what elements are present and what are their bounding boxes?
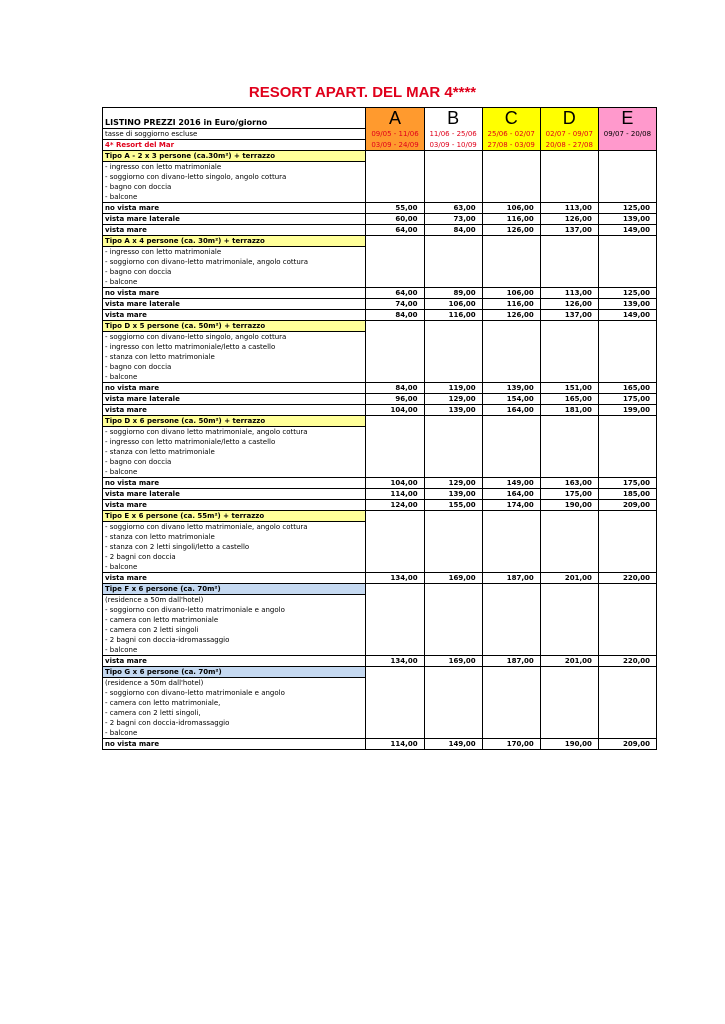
price-cell: 209,00 — [598, 500, 656, 511]
price-cell: 129,00 — [424, 394, 482, 405]
price-cell: 169,00 — [424, 656, 482, 667]
price-cell: 175,00 — [598, 394, 656, 405]
price-cell: 137,00 — [540, 225, 598, 236]
empty-cell — [598, 416, 656, 478]
price-cell: 74,00 — [366, 299, 424, 310]
price-cell: 155,00 — [424, 500, 482, 511]
price-list-table — [102, 107, 657, 750]
empty-cell — [424, 151, 482, 203]
price-cell: 55,00 — [366, 203, 424, 214]
price-cell: 149,00 — [598, 310, 656, 321]
category-c-period-2: 27/08 - 03/09 — [482, 140, 540, 151]
feature-text: - camera con 2 letti singoli, — [103, 708, 366, 718]
price-cell: 137,00 — [540, 310, 598, 321]
feature-text: - soggiorno con divano letto matrimoniale, angolo cottura — [103, 522, 366, 533]
price-cell: 170,00 — [482, 739, 540, 750]
empty-cell — [482, 584, 540, 656]
category-e-period-1: 09/07 - 20/08 — [598, 129, 656, 140]
price-cell: 134,00 — [366, 656, 424, 667]
category-c-letter: C — [482, 108, 540, 129]
feature-text: - 2 bagni con doccia — [103, 552, 366, 562]
feature-text: - camera con letto matrimoniale — [103, 615, 366, 625]
type-header-row — [103, 584, 657, 595]
type-header-row — [103, 667, 657, 678]
type-label — [103, 416, 366, 427]
price-row — [103, 739, 657, 750]
price-list-body — [103, 108, 657, 750]
price-cell: 106,00 — [482, 203, 540, 214]
header-row-2 — [103, 129, 657, 140]
category-e-period-2 — [598, 140, 656, 151]
price-row — [103, 489, 657, 500]
price-row — [103, 225, 657, 236]
view-label: no vista mare — [103, 478, 366, 489]
feature-text: - 2 bagni con doccia-idromassaggio — [103, 718, 366, 728]
empty-cell — [540, 236, 598, 288]
empty-cell — [598, 511, 656, 573]
feature-text: - balcone — [103, 467, 366, 478]
type-header-row — [103, 511, 657, 522]
price-cell: 113,00 — [540, 288, 598, 299]
feature-text: - soggiorno con divano-letto singolo, angolo cottura — [103, 172, 366, 182]
price-cell: 126,00 — [482, 225, 540, 236]
price-cell: 139,00 — [424, 405, 482, 416]
empty-cell — [366, 416, 424, 478]
category-b-letter: B — [424, 108, 482, 129]
header-row-1 — [103, 108, 657, 129]
feature-text: - ingresso con letto matrimoniale — [103, 247, 366, 258]
price-cell: 149,00 — [424, 739, 482, 750]
price-cell: 185,00 — [598, 489, 656, 500]
price-row — [103, 214, 657, 225]
type-header-row — [103, 321, 657, 332]
empty-cell — [598, 584, 656, 656]
price-cell: 114,00 — [366, 739, 424, 750]
price-cell: 106,00 — [424, 299, 482, 310]
view-label: vista mare — [103, 405, 366, 416]
feature-text: - soggiorno con divano-letto matrimoniale e angolo — [103, 688, 366, 698]
feature-text: (residence a 50m dall'hotel) — [103, 595, 366, 606]
listino-title: LISTINO PREZZI 2016 in Euro/giorno — [103, 108, 366, 129]
price-cell: 175,00 — [598, 478, 656, 489]
category-d-letter: D — [540, 108, 598, 129]
price-cell: 119,00 — [424, 383, 482, 394]
type-name: Tipo D x 6 persone (ca. 50m²) + terrazzo — [103, 416, 365, 426]
feature-text: - camera con 2 letti singoli — [103, 625, 366, 635]
price-cell: 116,00 — [424, 310, 482, 321]
empty-cell — [424, 667, 482, 739]
empty-cell — [366, 511, 424, 573]
empty-cell — [540, 321, 598, 383]
category-d-period-2: 20/08 - 27/08 — [540, 140, 598, 151]
feature-text: - soggiorno con divano-letto singolo, angolo cottura — [103, 332, 366, 343]
feature-text: - bagno con doccia — [103, 267, 366, 277]
price-cell: 126,00 — [482, 310, 540, 321]
price-cell: 126,00 — [540, 214, 598, 225]
type-name: Tipe F x 6 persone (ca. 70m²) — [103, 584, 365, 594]
feature-text: - soggiorno con divano letto matrimoniale, angolo cottura — [103, 427, 366, 438]
price-cell: 124,00 — [366, 500, 424, 511]
type-name: Tipo G x 6 persone (ca. 70m²) — [103, 667, 365, 677]
price-cell: 201,00 — [540, 573, 598, 584]
price-cell: 104,00 — [366, 478, 424, 489]
view-label: vista mare laterale — [103, 489, 366, 500]
price-cell: 96,00 — [366, 394, 424, 405]
empty-cell — [540, 667, 598, 739]
empty-cell — [598, 667, 656, 739]
view-label: vista mare laterale — [103, 299, 366, 310]
category-a-letter: A — [366, 108, 424, 129]
tasse-note: tasse di soggiorno escluse — [103, 129, 366, 140]
price-cell: 190,00 — [540, 739, 598, 750]
price-cell: 134,00 — [366, 573, 424, 584]
feature-text: - bagno con doccia — [103, 182, 366, 192]
price-cell: 89,00 — [424, 288, 482, 299]
price-cell: 104,00 — [366, 405, 424, 416]
price-cell: 154,00 — [482, 394, 540, 405]
price-cell: 113,00 — [540, 203, 598, 214]
feature-text: - balcone — [103, 277, 366, 288]
type-label — [103, 236, 366, 247]
price-row — [103, 288, 657, 299]
price-cell: 64,00 — [366, 288, 424, 299]
view-label: vista mare laterale — [103, 394, 366, 405]
empty-cell — [482, 667, 540, 739]
empty-cell — [424, 321, 482, 383]
type-label — [103, 511, 366, 522]
price-cell: 126,00 — [540, 299, 598, 310]
feature-text: - bagno con doccia — [103, 362, 366, 372]
empty-cell — [366, 236, 424, 288]
view-label: vista mare — [103, 225, 366, 236]
price-cell: 60,00 — [366, 214, 424, 225]
feature-text: - stanza con letto matrimoniale — [103, 447, 366, 457]
category-e-letter: E — [598, 108, 656, 129]
feature-text: - stanza con letto matrimoniale — [103, 352, 366, 362]
price-cell: 84,00 — [424, 225, 482, 236]
price-cell: 125,00 — [598, 288, 656, 299]
price-row — [103, 299, 657, 310]
empty-cell — [598, 151, 656, 203]
price-cell: 149,00 — [598, 225, 656, 236]
price-cell: 164,00 — [482, 489, 540, 500]
empty-cell — [540, 584, 598, 656]
empty-cell — [482, 321, 540, 383]
price-row — [103, 500, 657, 511]
type-name: Tipo A x 4 persone (ca. 30m²) + terrazzo — [103, 236, 365, 246]
view-label: no vista mare — [103, 383, 366, 394]
feature-text: - ingresso con letto matrimoniale/letto a castello — [103, 342, 366, 352]
price-cell: 63,00 — [424, 203, 482, 214]
feature-text: - stanza con 2 letti singoli/letto a castello — [103, 542, 366, 552]
category-c-period-1: 25/06 - 02/07 — [482, 129, 540, 140]
price-cell: 139,00 — [482, 383, 540, 394]
view-label: vista mare — [103, 656, 366, 667]
price-row — [103, 310, 657, 321]
view-label: no vista mare — [103, 739, 366, 750]
price-row — [103, 656, 657, 667]
empty-cell — [482, 236, 540, 288]
price-cell: 73,00 — [424, 214, 482, 225]
price-cell: 149,00 — [482, 478, 540, 489]
feature-text: - balcone — [103, 728, 366, 739]
price-row — [103, 383, 657, 394]
type-label — [103, 151, 366, 162]
price-cell: 209,00 — [598, 739, 656, 750]
price-cell: 106,00 — [482, 288, 540, 299]
price-row — [103, 478, 657, 489]
price-row — [103, 394, 657, 405]
price-cell: 199,00 — [598, 405, 656, 416]
price-cell: 84,00 — [366, 310, 424, 321]
feature-text: - balcone — [103, 645, 366, 656]
price-cell: 190,00 — [540, 500, 598, 511]
view-label: vista mare — [103, 573, 366, 584]
empty-cell — [424, 236, 482, 288]
empty-cell — [540, 151, 598, 203]
price-row — [103, 573, 657, 584]
price-cell: 114,00 — [366, 489, 424, 500]
price-cell: 139,00 — [598, 299, 656, 310]
view-label: vista mare — [103, 500, 366, 511]
feature-text: - soggiorno con divano-letto matrimoniale e angolo — [103, 605, 366, 615]
type-label — [103, 584, 366, 595]
type-header-row — [103, 151, 657, 162]
price-cell: 174,00 — [482, 500, 540, 511]
price-cell: 125,00 — [598, 203, 656, 214]
view-label: no vista mare — [103, 288, 366, 299]
empty-cell — [366, 321, 424, 383]
feature-text: - 2 bagni con doccia-idromassaggio — [103, 635, 366, 645]
category-a-period-1: 09/05 - 11/06 — [366, 129, 424, 140]
view-label: vista mare — [103, 310, 366, 321]
price-cell: 181,00 — [540, 405, 598, 416]
type-header-row — [103, 236, 657, 247]
price-cell: 220,00 — [598, 656, 656, 667]
category-a-period-2: 03/09 - 24/09 — [366, 140, 424, 151]
empty-cell — [598, 236, 656, 288]
feature-text: - camera con letto matrimoniale, — [103, 698, 366, 708]
empty-cell — [366, 151, 424, 203]
price-cell: 201,00 — [540, 656, 598, 667]
price-cell: 175,00 — [540, 489, 598, 500]
empty-cell — [482, 151, 540, 203]
price-cell: 139,00 — [598, 214, 656, 225]
view-label: vista mare laterale — [103, 214, 366, 225]
empty-cell — [366, 667, 424, 739]
view-label: no vista mare — [103, 203, 366, 214]
category-d-period-1: 02/07 - 09/07 — [540, 129, 598, 140]
empty-cell — [598, 321, 656, 383]
price-row — [103, 405, 657, 416]
price-cell: 116,00 — [482, 214, 540, 225]
price-cell: 165,00 — [598, 383, 656, 394]
type-name: Tipo E x 6 persone (ca. 55m²) + terrazzo — [103, 511, 365, 521]
price-cell: 169,00 — [424, 573, 482, 584]
price-cell: 84,00 — [366, 383, 424, 394]
feature-text: - ingresso con letto matrimoniale — [103, 162, 366, 173]
price-cell: 139,00 — [424, 489, 482, 500]
price-cell: 163,00 — [540, 478, 598, 489]
feature-text: - balcone — [103, 192, 366, 203]
price-cell: 129,00 — [424, 478, 482, 489]
type-label — [103, 321, 366, 332]
type-label — [103, 667, 366, 678]
price-cell: 187,00 — [482, 573, 540, 584]
empty-cell — [482, 511, 540, 573]
empty-cell — [366, 584, 424, 656]
feature-text: - balcone — [103, 372, 366, 383]
feature-text: - bagno con doccia — [103, 457, 366, 467]
feature-text: - balcone — [103, 562, 366, 573]
empty-cell — [482, 416, 540, 478]
feature-text: - ingresso con letto matrimoniale/letto a castello — [103, 437, 366, 447]
empty-cell — [424, 511, 482, 573]
price-cell: 220,00 — [598, 573, 656, 584]
price-cell: 165,00 — [540, 394, 598, 405]
price-cell: 64,00 — [366, 225, 424, 236]
empty-cell — [424, 416, 482, 478]
price-row — [103, 203, 657, 214]
empty-cell — [540, 511, 598, 573]
resort-name: 4* Resort del Mar — [103, 140, 366, 151]
price-cell: 187,00 — [482, 656, 540, 667]
type-name: Tipo A - 2 x 3 persone (ca.30m²) + terrazzo — [103, 151, 365, 161]
feature-text: (residence a 50m dall'hotel) — [103, 678, 366, 689]
header-row-3 — [103, 140, 657, 151]
page-title: RESORT APART. DEL MAR 4**** — [248, 84, 477, 101]
type-name: Tipo D x 5 persone (ca. 50m²) + terrazzo — [103, 321, 365, 331]
price-cell: 164,00 — [482, 405, 540, 416]
category-b-period-2: 03/09 - 10/09 — [424, 140, 482, 151]
feature-text: - stanza con letto matrimoniale — [103, 532, 366, 542]
price-cell: 151,00 — [540, 383, 598, 394]
empty-cell — [424, 584, 482, 656]
price-cell: 116,00 — [482, 299, 540, 310]
empty-cell — [540, 416, 598, 478]
type-header-row — [103, 416, 657, 427]
feature-text: - soggiorno con divano-letto matrimoniale, angolo cottura — [103, 257, 366, 267]
category-b-period-1: 11/06 - 25/06 — [424, 129, 482, 140]
